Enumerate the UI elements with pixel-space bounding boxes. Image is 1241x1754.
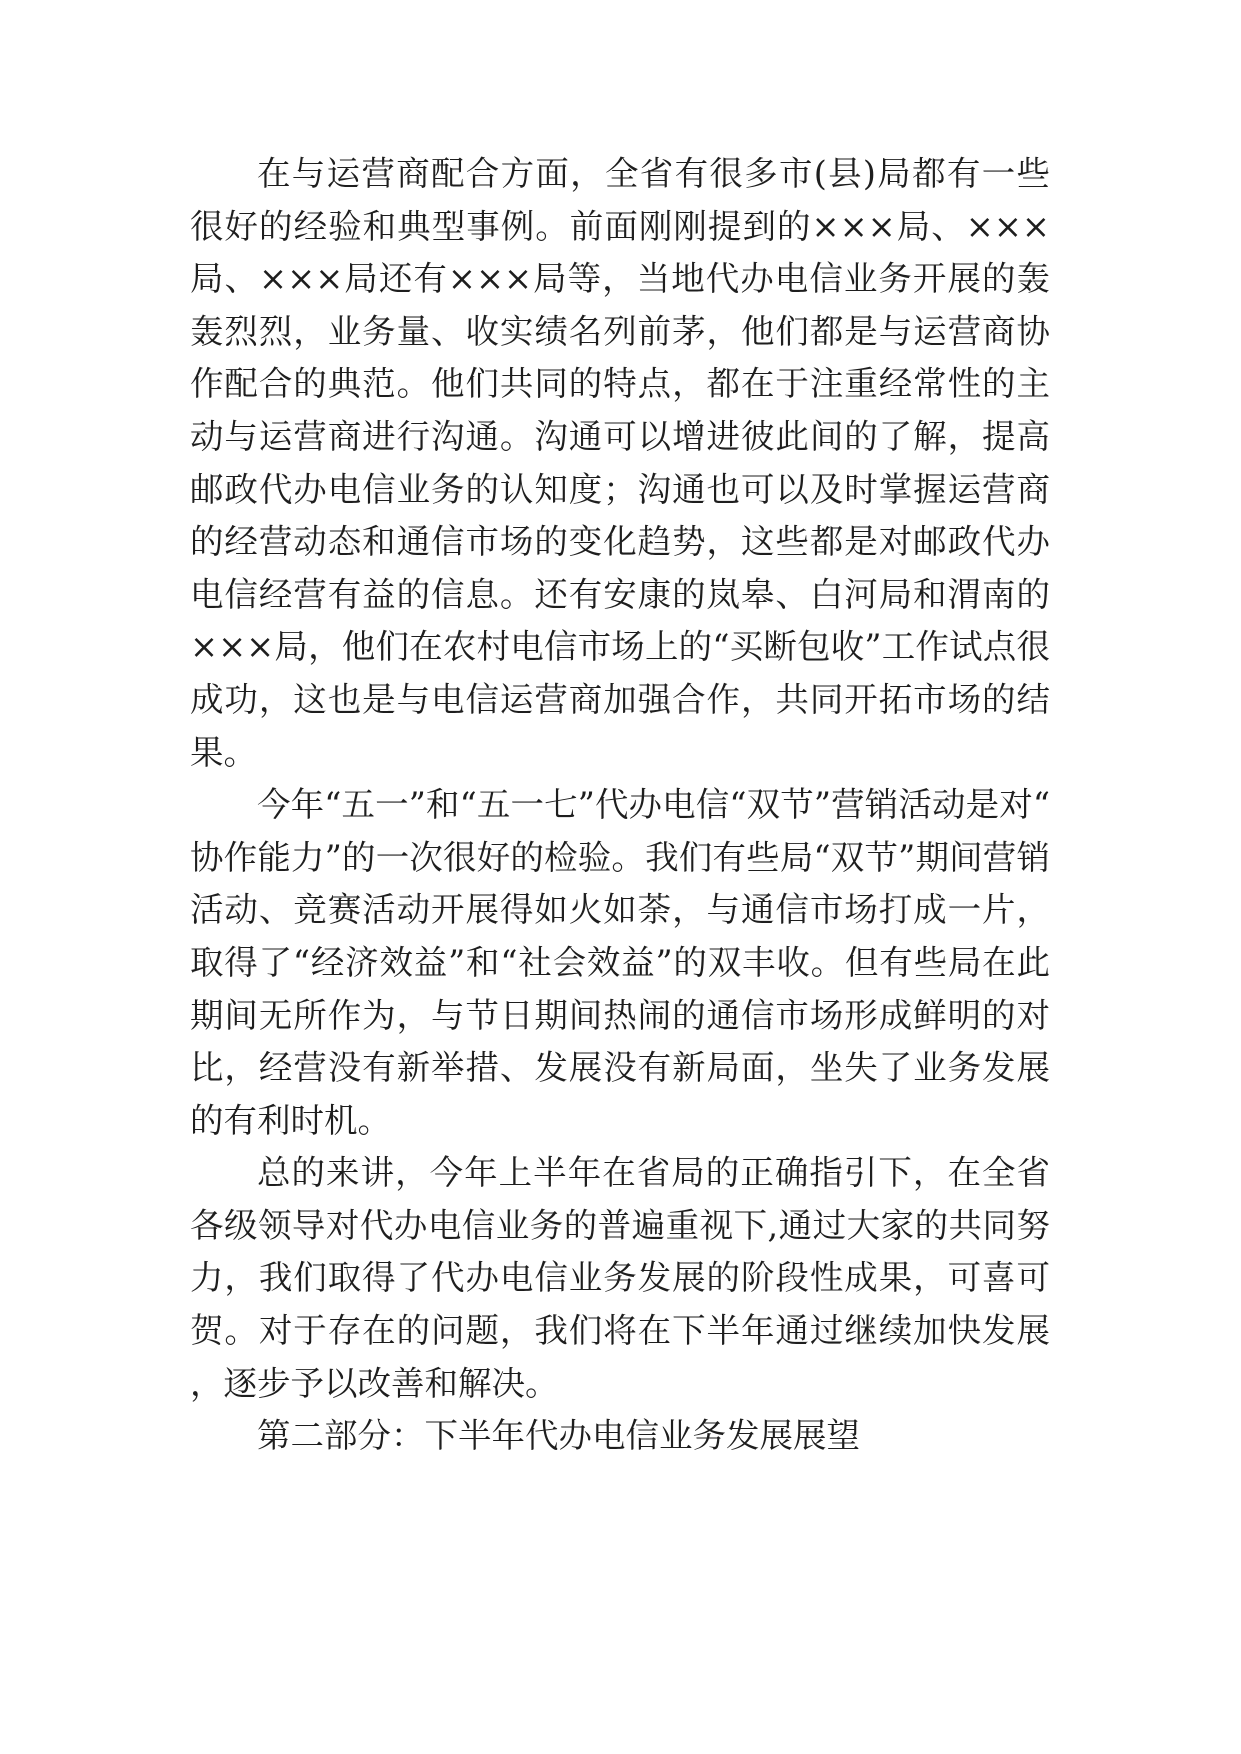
paragraph-double-festival-marketing: 今年“五一”和“五一七”代办电信“双节”营销活动是对“协作能力”的一次很好的检验。我们有些局“双节”期间营销活动、竞赛活动开展得如火如荼，与通信市场打成一片，取得了“经济效益”和“社会效益”的双丰收。但有些局在此期间无所作为，与节日期间热闹的通信市场形成鲜明的对比，经营没有新举措、发展没有新局面，坐失了业务发展的有利时机。 [190,785,1050,1140]
paragraph-summary: 总的来讲，今年上半年在省局的正确指引下，在全省各级领导对代办电信业务的普遍重视下,通过大家的共同努力，我们取得了代办电信业务发展的阶段性成果，可喜可贺。对于存在的问题，我们将在下半年通过继续加快发展，逐步予以改善和解决。 [190,1153,1050,1403]
document-body [190,148,1050,1463]
section-heading: 第二部分：下半年代办电信业务发展展望 [257,1416,860,1456]
paragraph-operator-cooperation: 在与运营商配合方面，全省有很多市(县)局都有一些很好的经验和典型事例。前面刚刚提到的×××局、×××局、×××局还有×××局等，当地代办电信业务开展的轰轰烈烈，业务量、收实绩名列前茅，他们都是与运营商协作配合的典范。他们共同的特点，都在于注重经常性的主动与运营商进行沟通。沟通可以增进彼此间的了解，提高邮政代办电信业务的认知度；沟通也可以及时掌握运营商的经营动态和通信市场的变化趋势，这些都是对邮政代办电信经营有益的信息。还有安康的岚皋、白河局和渭南的×××局，他们在农村电信市场上的“买断包收”工作试点很成功，这也是与电信运营商加强合作，共同开拓市场的结果。 [190,154,1050,772]
